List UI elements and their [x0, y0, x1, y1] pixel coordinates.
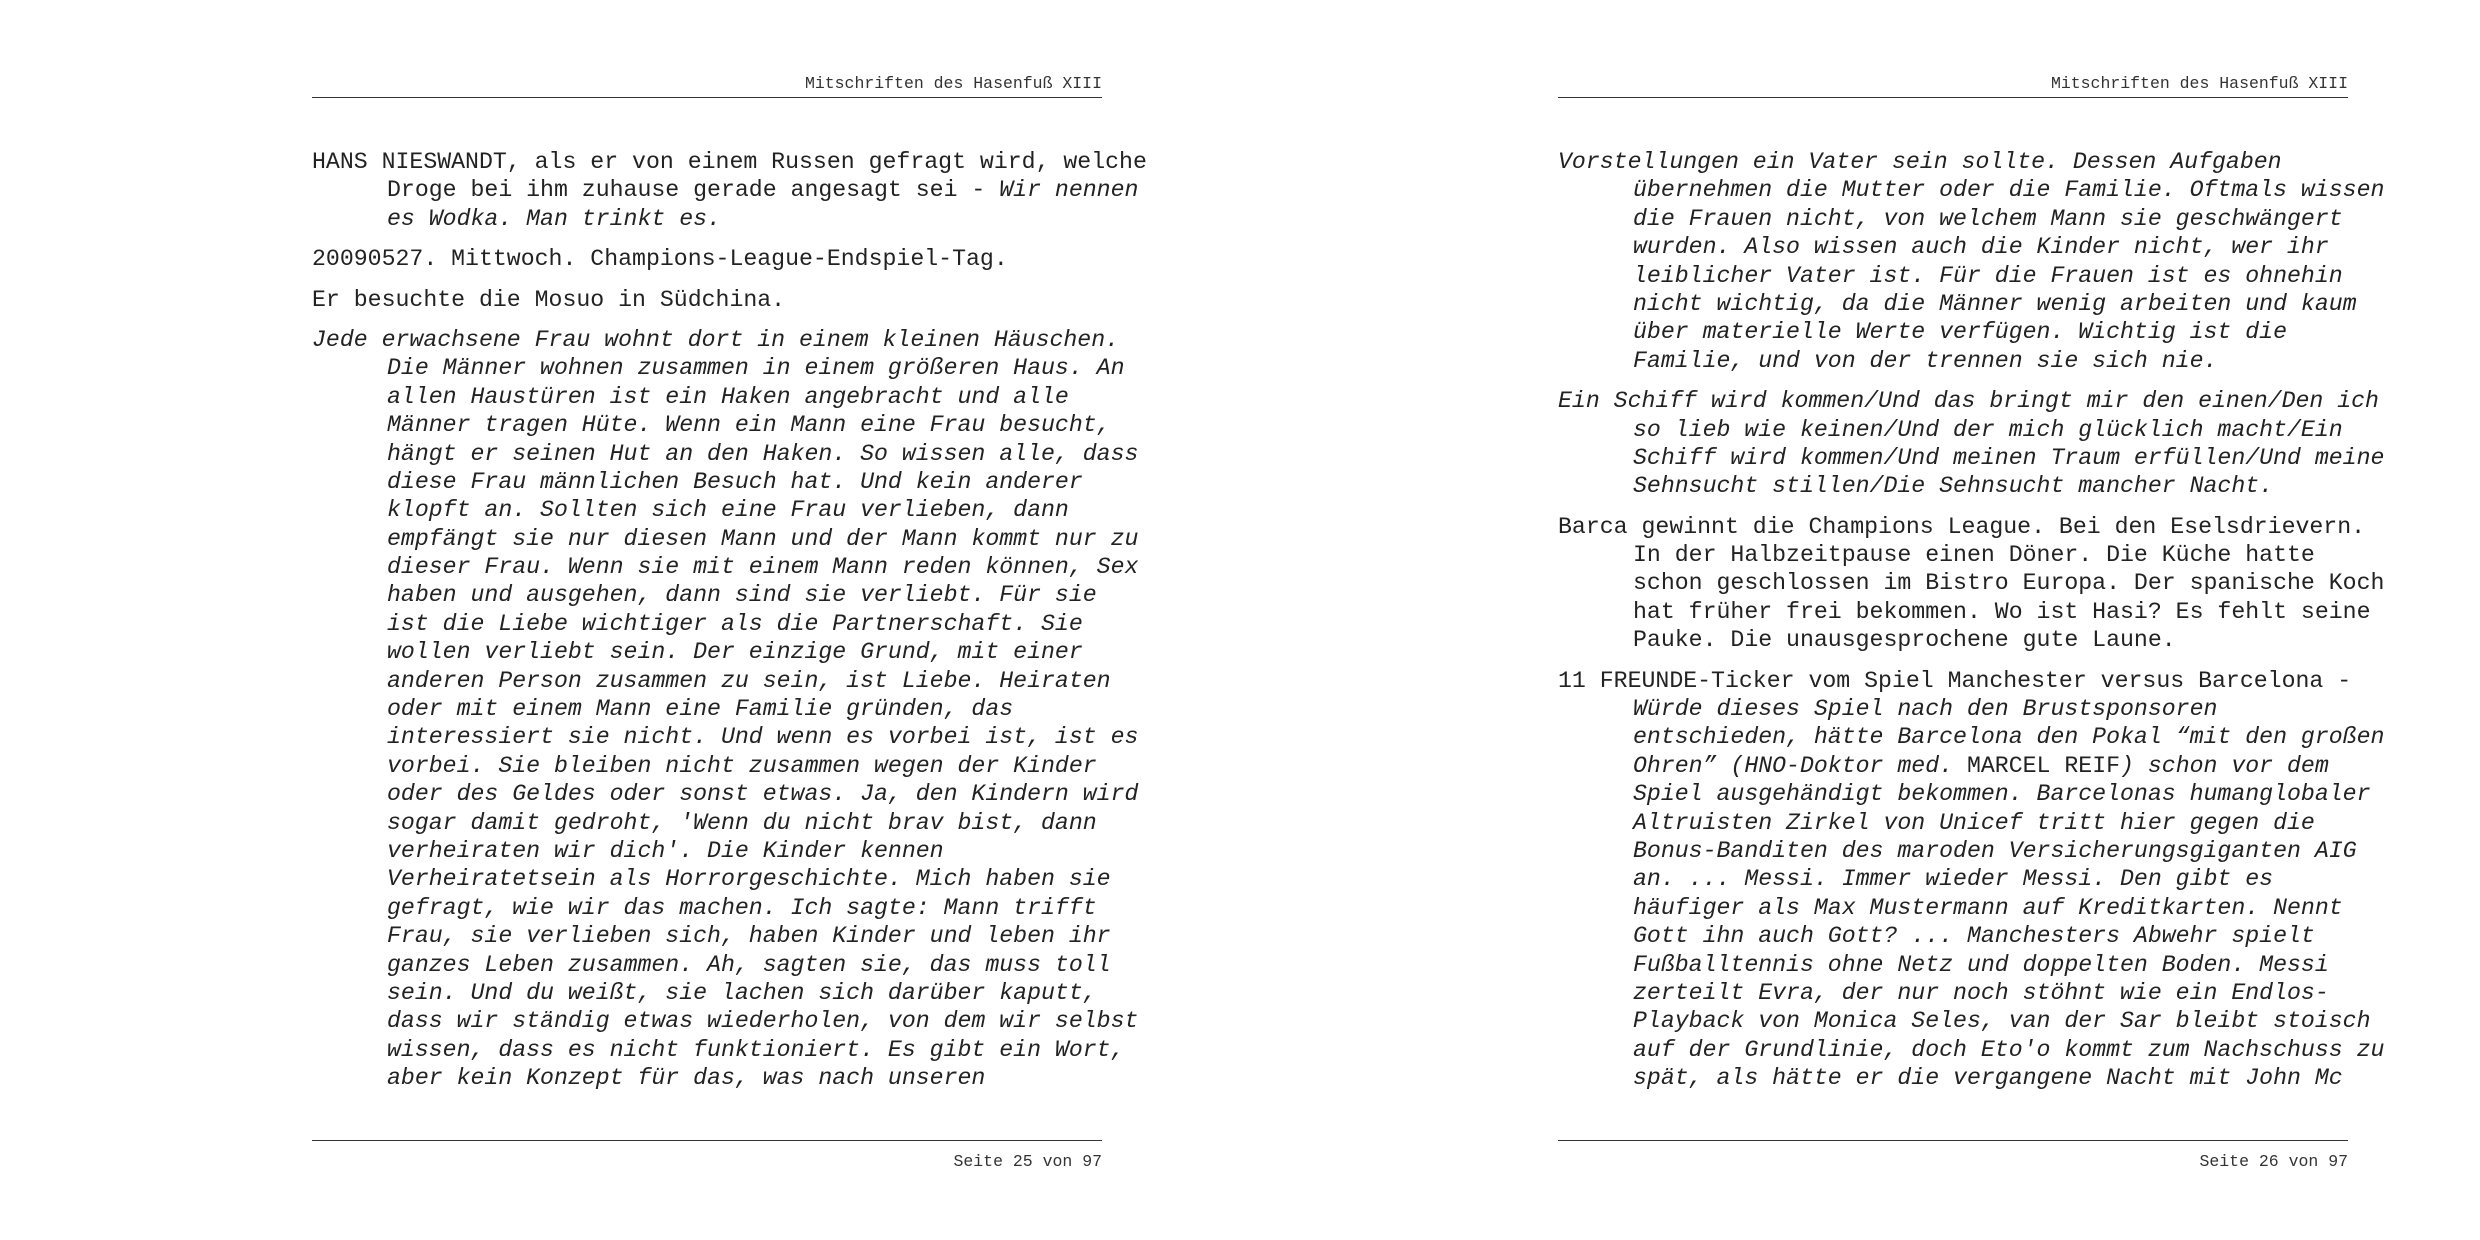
text-run: vorbei. Sie bleiben nicht zusammen wegen der Kinder: [387, 752, 1097, 779]
text-line: [312, 1064, 1102, 1092]
text-run: wissen, dass es nicht funktioniert. Es gibt ein Wort,: [387, 1036, 1125, 1063]
text-line: [1558, 723, 2385, 751]
text-line: [1558, 318, 2348, 346]
text-line: [1558, 809, 2348, 837]
paragraph: [1558, 667, 2385, 1093]
text-line: [312, 411, 1111, 439]
text-line: [1558, 922, 2348, 950]
text-run: Pauke. Die unausgesprochene gute Laune.: [1633, 627, 2176, 654]
text-line: [312, 1036, 1125, 1064]
text-run: Ohren” (HNO-Doktor med.: [1633, 752, 1967, 779]
text-run: schon geschlossen im Bistro Europa. Der spanische Koch: [1633, 570, 2385, 597]
text-line: [312, 979, 1102, 1007]
paragraph: [1558, 148, 2385, 375]
text-run: Männer tragen Hüte. Wenn ein Mann eine Frau besucht,: [387, 412, 1111, 439]
text-run: klopft an. Sollten sich eine Frau verlieben, dann: [387, 497, 1069, 524]
text-line: [1558, 262, 2348, 290]
text-line: [312, 894, 1102, 922]
text-run: 20090527. Mittwoch. Champions-League-Endspiel-Tag.: [312, 246, 1008, 273]
text-run: Playback von Monica Seles, van der Sar bleibt stoisch: [1633, 1008, 2371, 1035]
text-line: [1558, 290, 2357, 318]
text-line: [312, 1007, 1139, 1035]
text-line: [1558, 865, 2348, 893]
paragraph: [312, 245, 1102, 273]
text-run: Jede erwachsene Frau wohnt dort in einem kleinen Häuschen.: [312, 326, 1120, 353]
text-run: Ein Schiff wird kommen/Und das bringt mir den einen/Den ich: [1558, 388, 2379, 415]
text-line: [1558, 667, 2352, 695]
text-run: Wir nennen: [999, 177, 1139, 204]
text-line: [1558, 598, 2371, 626]
text-line: [312, 809, 1102, 837]
text-run: wollen verliebt sein. Der einzige Grund, mit einer: [387, 639, 1083, 666]
text-run: Vorstellungen ein Vater sein sollte. Dessen Aufgaben: [1558, 149, 2282, 175]
text-run: Die Männer wohnen zusammen in einem größeren Haus. An: [387, 355, 1125, 382]
text-line: [312, 951, 1111, 979]
text-run: empfängt sie nur diesen Mann und der Mann kommt nur zu: [387, 525, 1139, 552]
text-run: leiblicher Vater ist. Für die Frauen ist es ohnehin: [1633, 262, 2343, 289]
text-run: Spiel ausgehändigt bekommen. Barcelonas humanglobaler: [1633, 781, 2371, 808]
paragraph: [312, 148, 1147, 233]
text-line: [1558, 416, 2348, 444]
page-body: [1558, 148, 2385, 1105]
paragraph: [1558, 513, 2385, 655]
text-run: hat früher frei bekommen. Wo ist Hasi? Es fehlt seine: [1633, 598, 2371, 625]
text-line: [312, 610, 1102, 638]
text-run: die Frauen nicht, von welchem Mann sie geschwängert: [1633, 205, 2343, 232]
text-line: [1558, 205, 2348, 233]
paragraph: [312, 326, 1139, 1093]
text-line: [312, 326, 1120, 354]
text-line: [312, 496, 1102, 524]
page-number: Seite 25 von 97: [953, 1152, 1102, 1171]
text-run: verheiraten wir dich'. Die Kinder kennen: [387, 837, 944, 864]
text-run: gefragt, wie wir das machen. Ich sagte: Mann trifft: [387, 894, 1097, 921]
text-run: entschieden, hätte Barcelona den Pokal “mit den großen: [1633, 724, 2385, 751]
text-run: Barca gewinnt die Champions League. Bei den Eselsdrievern.: [1558, 513, 2366, 540]
text-run: sogar damit gedroht, 'Wenn du nicht brav bist, dann: [387, 809, 1097, 836]
text-line: [312, 383, 1102, 411]
text-run: Schiff wird kommen/Und meinen Traum erfüllen/Und meine: [1633, 444, 2385, 471]
header-rule: [1558, 97, 2348, 98]
text-run: dass wir ständig etwas wiederholen, von dem wir selbst: [387, 1008, 1139, 1035]
text-run: Fußballtennis ohne Netz und doppelten Boden. Messi: [1633, 951, 2329, 978]
text-line: [1558, 695, 2348, 723]
text-line: [1558, 148, 2348, 176]
text-line: [1558, 626, 2348, 654]
text-run: auf der Grundlinie, doch Eto'o kommt zum Nachschuss zu: [1633, 1036, 2385, 1063]
text-run: ganzes Leben zusammen. Ah, sagten sie, das muss toll: [387, 951, 1111, 978]
text-run: es Wodka. Man trinkt es.: [387, 205, 721, 232]
text-line: [1558, 752, 2348, 780]
text-run: ) schon vor dem: [2120, 752, 2329, 779]
text-run: Droge bei ihm zuhause gerade angesagt sei -: [387, 177, 1000, 204]
text-run: diese Frau männlichen Besuch hat. Und kein anderer: [387, 468, 1083, 495]
text-run: oder mit einem Mann eine Familie gründen, das: [387, 696, 1014, 723]
text-line: [1558, 951, 2348, 979]
text-run: interessiert sie nicht. Und wenn es vorbei ist, ist es: [387, 724, 1139, 751]
text-line: [312, 354, 1125, 382]
text-line: [312, 245, 1102, 273]
text-run: oder des Geldes oder sonst etwas. Ja, den Kindern wird: [387, 781, 1139, 808]
page-header: Mitschriften des Hasenfuß XIII: [804, 74, 1102, 93]
text-line: [1558, 569, 2385, 597]
text-line: [1558, 347, 2348, 375]
text-run: Altruisten Zirkel von Unicef tritt hier gegen die: [1633, 809, 2315, 836]
page-number: Seite 26 von 97: [2199, 1152, 2348, 1171]
page-header: Mitschriften des Hasenfuß XIII: [2050, 74, 2348, 93]
text-run: haben und ausgehen, dann sind sie verliebt. Für sie: [387, 582, 1097, 609]
text-line: [312, 922, 1111, 950]
text-line: [1558, 387, 2379, 415]
text-run: anderen Person zusammen zu sein, ist Liebe. Heiraten: [387, 667, 1111, 694]
paragraph: [312, 286, 1102, 314]
text-line: [312, 638, 1102, 666]
text-run: häufiger als Max Mustermann auf Kreditkarten. Nennt: [1633, 894, 2343, 921]
text-run: so lieb wie keinen/Und der mich glücklich macht/Ein: [1633, 416, 2343, 443]
text-run: MARCEL REIF: [1966, 752, 2121, 779]
text-line: [312, 176, 1139, 204]
text-run: nicht wichtig, da die Männer wenig arbeiten und kaum: [1633, 290, 2357, 317]
text-run: über materielle Werte verfügen. Wichtig ist die: [1633, 319, 2287, 346]
text-run: aber kein Konzept für das, was nach unseren: [387, 1065, 986, 1092]
text-run: hängt er seinen Hut an den Haken. So wissen alle, dass: [387, 440, 1139, 467]
text-line: [312, 865, 1111, 893]
text-line: [312, 837, 1102, 865]
text-line: [1558, 894, 2348, 922]
text-line: [312, 468, 1102, 496]
page-body: [312, 148, 1147, 1105]
text-line: [1558, 233, 2348, 261]
text-line: [312, 581, 1102, 609]
text-line: [1558, 472, 2348, 500]
footer-rule: [312, 1140, 1102, 1141]
text-line: [1558, 837, 2357, 865]
text-run: übernehmen die Mutter oder die Familie. Oftmals wissen: [1633, 177, 2385, 204]
text-run: Bonus-Banditen des maroden Versicherungsgiganten AIG: [1633, 837, 2357, 864]
text-line: [1558, 444, 2385, 472]
text-run: allen Haustüren ist ein Haken angebracht und alle: [387, 383, 1069, 410]
text-run: Er besuchte die Mosuo in Südchina.: [312, 286, 786, 313]
text-run: HANS NIESWANDT, als er von einem Russen gefragt wird, welche: [312, 149, 1147, 175]
text-run: Sehnsucht stillen/Die Sehnsucht mancher Nacht.: [1633, 473, 2274, 500]
text-line: [312, 723, 1139, 751]
text-run: Gott ihn auch Gott? ... Manchesters Abwehr spielt: [1633, 923, 2315, 950]
left-page: [312, 0, 1147, 1240]
text-run: dieser Frau. Wenn sie mit einem Mann reden können, Sex: [387, 554, 1139, 581]
text-line: [312, 148, 1147, 176]
text-line: [312, 286, 1102, 314]
right-page: [1558, 0, 2385, 1240]
text-line: [312, 525, 1139, 553]
text-run: Verheiratetsein als Horrorgeschichte. Mich haben sie: [387, 866, 1111, 893]
text-run: ist die Liebe wichtiger als die Partnerschaft. Sie: [387, 610, 1083, 637]
text-line: [312, 440, 1139, 468]
text-line: [312, 780, 1139, 808]
text-run: Familie, und von der trennen sie sich nie.: [1633, 347, 2218, 374]
text-run: Frau, sie verlieben sich, haben Kinder und leben ihr: [387, 923, 1111, 950]
text-line: [312, 667, 1111, 695]
text-line: [1558, 176, 2385, 204]
text-line: [312, 695, 1102, 723]
text-run: an. ... Messi. Immer wieder Messi. Den gibt es: [1633, 866, 2274, 893]
text-run: zerteilt Evra, der nur noch stöhnt wie ein Endlos-: [1633, 979, 2329, 1006]
text-line: [1558, 780, 2371, 808]
text-line: [1558, 541, 2348, 569]
text-run: spät, als hätte er die vergangene Nacht mit John Mc: [1633, 1065, 2343, 1092]
text-run: wurden. Also wissen auch die Kinder nicht, wer ihr: [1633, 234, 2329, 261]
text-line: [1558, 1036, 2385, 1064]
text-line: [312, 553, 1139, 581]
footer-rule: [1558, 1140, 2348, 1141]
text-line: [1558, 1064, 2348, 1092]
text-line: [1558, 1007, 2371, 1035]
text-run: Würde dieses Spiel nach den Brustsponsoren: [1633, 696, 2218, 723]
header-rule: [312, 97, 1102, 98]
text-line: [1558, 513, 2366, 541]
text-run: sein. Und du weißt, sie lachen sich darüber kaputt,: [387, 979, 1097, 1006]
text-line: [1558, 979, 2348, 1007]
text-run: 11 FREUNDE-Ticker vom Spiel Manchester versus Barcelona -: [1558, 667, 2352, 694]
text-line: [312, 205, 1102, 233]
paragraph: [1558, 387, 2385, 501]
text-line: [312, 752, 1102, 780]
text-run: In der Halbzeitpause einen Döner. Die Küche hatte: [1633, 542, 2315, 569]
